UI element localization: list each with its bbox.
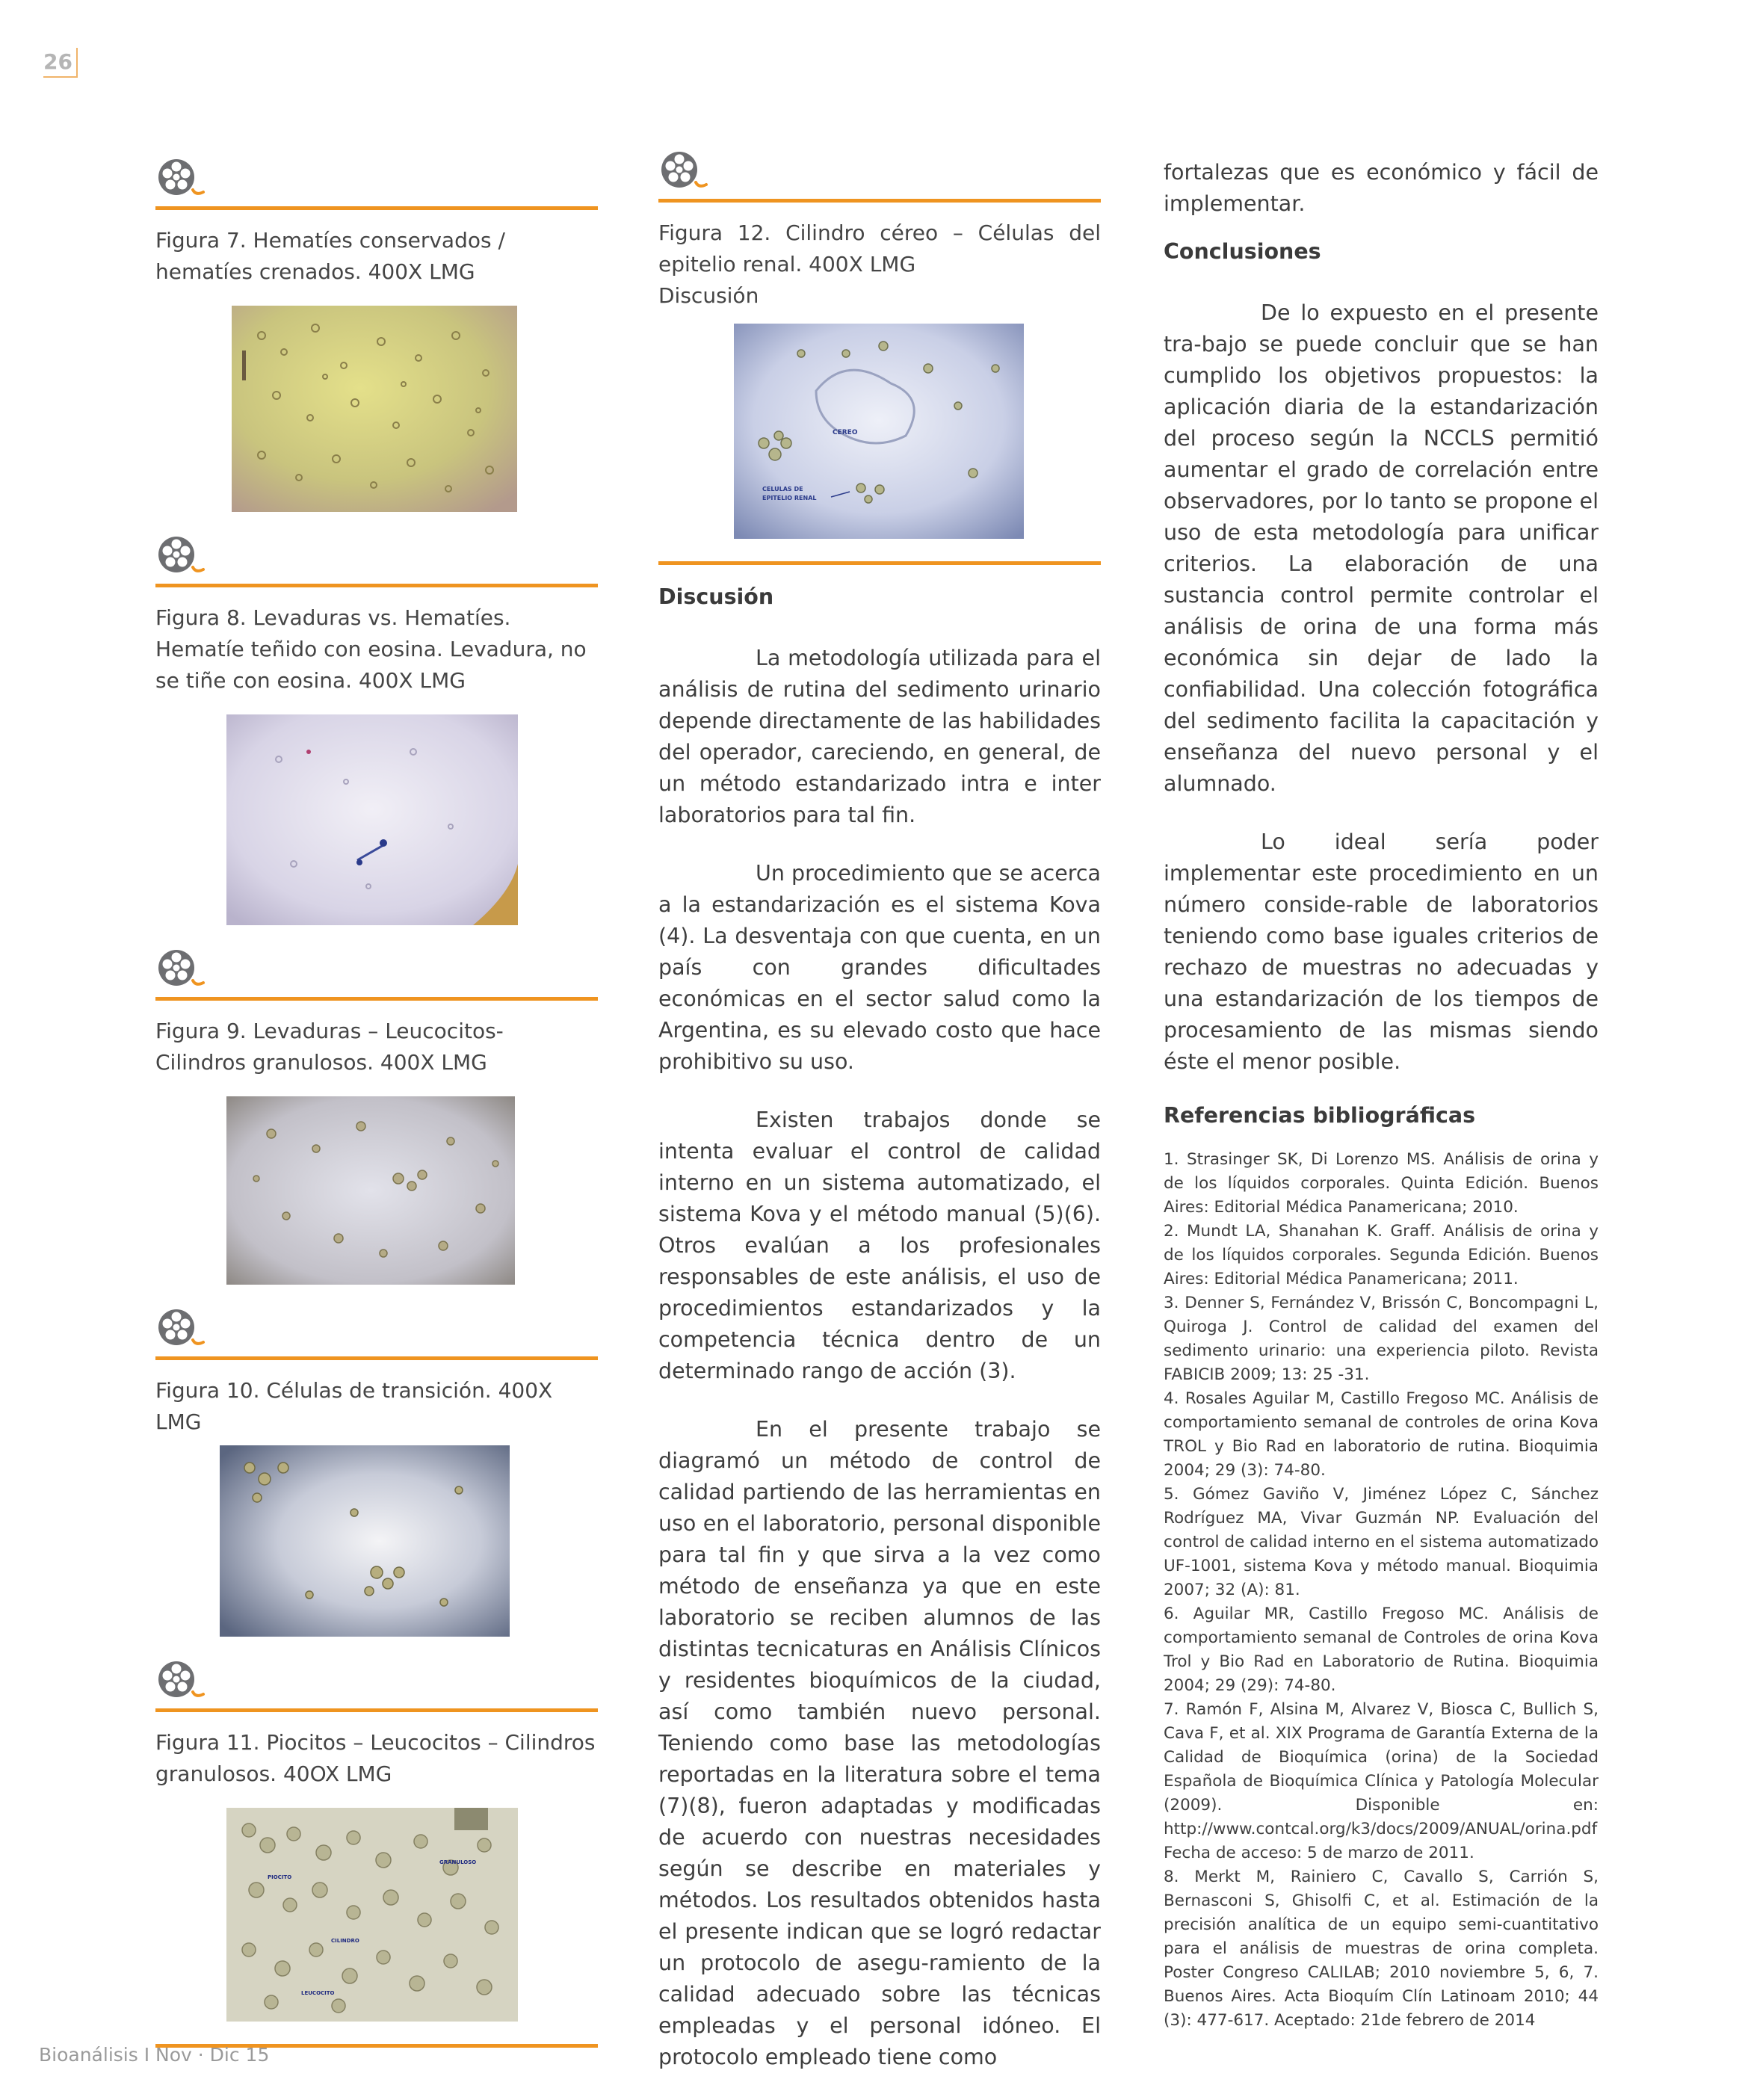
reference-item: 4. Rosales Aguilar M, Castillo Fregoso MC. Análisis de comportamiento semanal de controles de orina Kova TROL y Bio Rad en laboratorio de rutina. Bioquimia 2004; 29 (3): 74-80. xyxy=(1164,1389,1599,1480)
page-number: 26 xyxy=(43,48,78,78)
references-heading: Referencias bibliográficas xyxy=(1164,1103,1476,1128)
figure-12-label-celulas-1: CELULAS DE xyxy=(762,486,803,492)
film-reel-icon xyxy=(155,1659,208,1704)
reference-item: 8. Merkt M, Rainiero C, Cavallo S, Carrión S, Bernasconi S, Ghisolfi C, et al. Estimación de la precisión analítica de un equipo semi-cuantitativo para el análisis de muestras de orina completa. Poster Congreso CALILAB; 2010 noviembre 5, 6, 7. Buenos Aires. Acta Bioquím Clín Latinoam 2010; 44 (3): 477-617. Aceptado: 21de febrero de 2014 xyxy=(1164,1868,1599,2030)
figure-11-micrograph xyxy=(226,1808,518,2022)
figure-11-label-leucocito: LEUCOCITO xyxy=(301,1990,335,1996)
references-list xyxy=(1164,1148,1599,2033)
figure-7-caption: Figura 7. Hematíes conservados / hematíes crenados. 400X LMG xyxy=(155,228,505,284)
reference-item: 6. Aguilar MR, Castillo Fregoso MC. Análisis de comportamiento semanal de Controles de orina Kova Trol y Bio Rad en Laboratorio de Rutina. Bioquimia 2004; 29 (29): 74-80. xyxy=(1164,1605,1599,1695)
figure-8-caption: Figura 8. Levaduras vs. Hematíes. Hematíe teñido con eosina. Levadura, no se tiñe con eosina. 400X LMG xyxy=(155,605,587,693)
figure-divider xyxy=(155,1356,598,1360)
discussion-paragraph: En el presente trabajo se diagramó un método de control de calidad partiendo de las herramientas en uso en el laboratorio, personal disponible para tal fin y que sirva a la vez como método de enseñanza ya que en este laboratorio se reciben alumnos de las distintas tecnicaturas en Análisis Clínicos y residentes bioquímicos de la ciudad, así como también nuevo personal. Teniendo como base las metodologías reportadas en la literatura sobre el tema (7)(8), fueron adaptadas y modificadas de acuerdo con nuestras necesidades según se describe en materiales y métodos. Los resultados obtenidos hasta el presente indican que se logró redactar un protocolo de asegu-ramiento de la calidad adecuado sobre las técnicas empleadas y el personal idóneo. El protocolo empleado tiene como xyxy=(658,1417,1101,2069)
figure-9-micrograph xyxy=(226,1096,515,1285)
film-reel-icon xyxy=(155,534,208,579)
figure-10-caption: Figura 10. Células de transición. 400X LMG xyxy=(155,1378,553,1434)
figure-12-label-cereo: CEREO xyxy=(833,429,858,436)
continuation-text xyxy=(1164,157,1599,220)
discussion-body xyxy=(658,643,1101,2073)
figure-11-label-granuloso: GRANULOSO xyxy=(439,1859,477,1865)
figure-11-label-piocito: PIOCITO xyxy=(268,1874,292,1880)
figure-10-micrograph xyxy=(220,1445,510,1637)
figure-8-micrograph xyxy=(226,714,518,925)
reference-item: 2. Mundt LA, Shanahan K. Graff. Análisis de orina y de los líquidos corporales. Segunda Edición. Buenos Aires: Editorial Médica Panamericana; 2011. xyxy=(1164,1222,1599,1288)
conclusions-paragraph: Lo ideal sería poder implementar este procedimiento en un número conside-rable de laboratorios teniendo como base iguales criterios de rechazo de muestras no adecuadas y una estandarización de los tiempos de procesamiento de las mismas siendo éste el menor posible. xyxy=(1164,830,1599,1074)
conclusions-heading: Conclusiones xyxy=(1164,239,1321,264)
figure-12-caption: Figura 12. Cilindro céreo – Células del epitelio renal. 400X LMG xyxy=(658,220,1101,277)
reference-item: 5. Gómez Gaviño V, Jiménez López C, Sánchez Rodríguez MA, Vivar Guzmán NP. Evaluación del control de calidad interno en el sistema automatizado UF-1001, sistema Kova y método manual. Bioquimia 2007; 32 (A): 81. xyxy=(1164,1485,1599,1599)
film-reel-icon xyxy=(658,149,711,194)
figure-divider xyxy=(155,206,598,210)
figure-12-micrograph xyxy=(734,324,1024,539)
continuation-paragraph: fortalezas que es económico y fácil de implementar. xyxy=(1164,160,1599,216)
conclusions-column xyxy=(1164,157,1599,2033)
reference-item: 1. Strasinger SK, Di Lorenzo MS. Análisis de orina y de los líquidos corporales. Quinta Edición. Buenos Aires: Editorial Médica Panamericana; 2010. xyxy=(1164,1150,1599,1217)
figure-12-caption-extra: Discusión xyxy=(658,283,759,308)
conclusions-body xyxy=(1164,297,1599,1078)
figure-7-micrograph xyxy=(232,306,517,512)
film-reel-icon xyxy=(155,157,208,202)
figure-divider xyxy=(155,584,598,587)
figure-9-caption: Figura 9. Levaduras – Leucocitos- Cilindros granulosos. 400X LMG xyxy=(155,1019,504,1075)
reference-item: 3. Denner S, Fernández V, Brissón C, Boncompagni L, Quiroga J. Control de calidad del examen del sedimento urinario: una experiencia piloto. Revista FABICIB 2009; 13: 25 -31. xyxy=(1164,1294,1599,1384)
film-reel-icon xyxy=(155,948,208,992)
discussion-paragraph: Existen trabajos donde se intenta evaluar el control de calidad interno en un sistema automatizado, el sistema Kova y el método manual (5)(6). Otros evalúan a los profesionales responsables de este análisis, el uso de procedimientos estandarizados y la competencia técnica dentro de un determinado rango de acción (3). xyxy=(658,1108,1101,1383)
figure-divider xyxy=(658,199,1101,203)
discussion-paragraph: Un procedimiento que se acerca a la estandarización es el sistema Kova (4). La desventaja con que cuenta, en un país con grandes dificultades económicas en el sector salud como la Argentina, es su elevado costo que hace prohibitivo su uso. xyxy=(658,861,1101,1074)
figure-divider xyxy=(155,997,598,1001)
reference-item: 7. Ramón F, Alsina M, Alvarez V, Biosca C, Bullich S, Cava F, et al. XIX Programa de Garantía Externa de la Calidad de Bioquímica (orina) de la Sociedad Española de Bioquímica Clínica y Patología Molecular (2009). Disponible en: http://www.contcal.org/k3/docs/2009/ANUAL/orina.pdf Fecha de acceso: 5 de marzo de 2011. xyxy=(1164,1700,1599,1862)
film-reel-icon xyxy=(155,1307,208,1352)
figure-divider xyxy=(658,561,1101,565)
discussion-heading: Discusión xyxy=(658,584,774,609)
conclusions-paragraph: De lo expuesto en el presente tra-bajo se puede concluir que se han cumplido los objetivos propuestos: la aplicación diaria de la estandarización del proceso según la NCCLS permitió aumentar el grado de correlación entre observadores, por lo tanto se propone el uso de esta metodología para unificar criterios. La elaboración de una sustancia control permite controlar el análisis de orina de una forma más económica sin dejar de lado la confiabilidad. Una colección fotográfica del sedimento facilita la capacitación y enseñanza del nuevo personal y el alumnado. xyxy=(1164,300,1599,796)
figure-11-label-cilindro: CILINDRO xyxy=(331,1938,359,1944)
footer-journal-issue: Bioanálisis I Nov · Dic 15 xyxy=(39,2044,270,2066)
figure-11-caption: Figura 11. Piocitos – Leucocitos – Cilindros granulosos. 40OX LMG xyxy=(155,1730,596,1786)
discussion-paragraph: La metodología utilizada para el análisis de rutina del sedimento urinario depende directamente de las habilidades del operador, careciendo, en general, de un método estandarizado intra e inter laboratorios para tal fin. xyxy=(658,646,1101,827)
figure-12-label-celulas-2: EPITELIO RENAL xyxy=(762,495,817,501)
figures-column xyxy=(155,157,598,2063)
discussion-column xyxy=(658,149,1101,2100)
figure-divider xyxy=(155,1708,598,1712)
